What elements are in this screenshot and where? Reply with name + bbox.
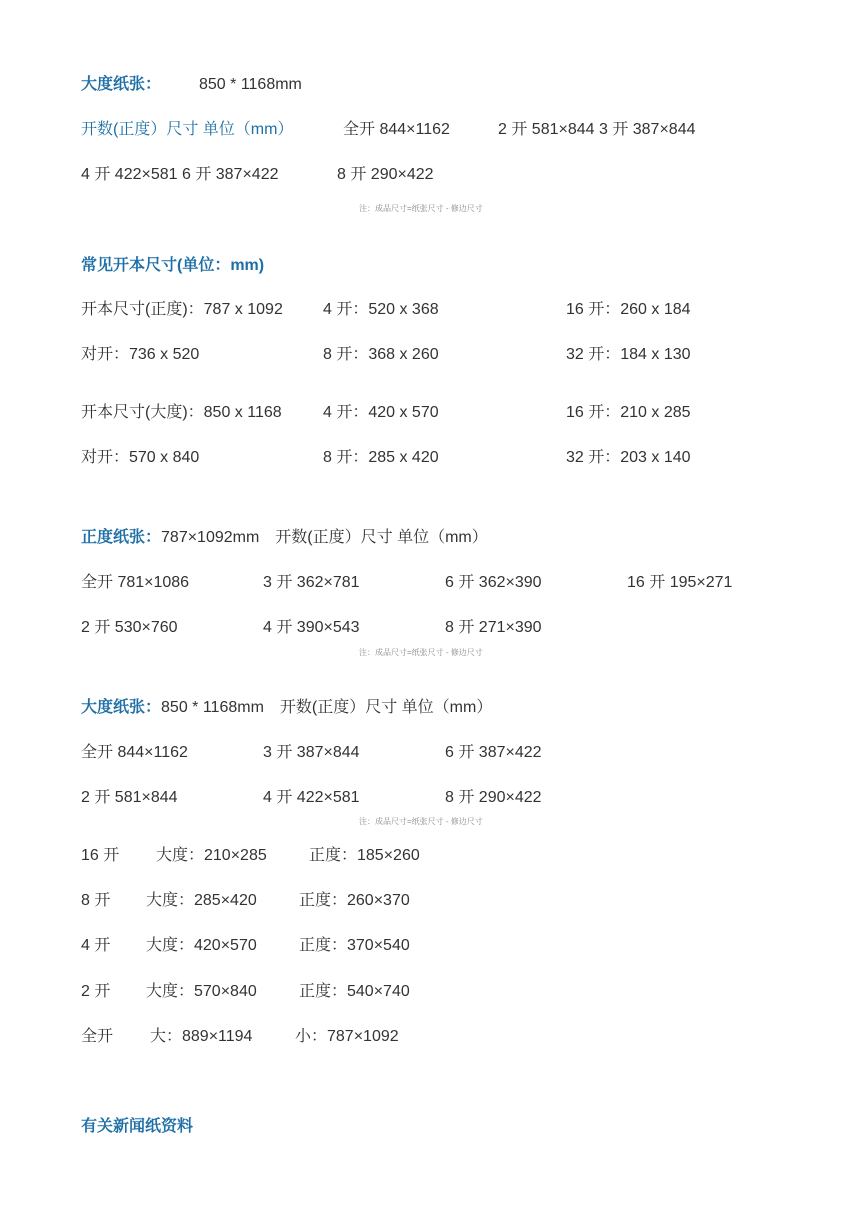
sec5-r5-c2: 大：889×1194 [150,1028,253,1045]
sec4-r2-c1: 2 开 581×844 [81,789,178,806]
sec2-r1-c1: 开本尺寸(正度)：787 x 1092 [81,301,283,318]
sec4-r1-c2: 3 开 387×844 [263,744,360,761]
sec1-size: 850 * 1168mm [199,76,302,93]
sec1-title: 大度纸张： [81,76,162,93]
sec3-heading [81,528,488,548]
sec1-r1-c2: 2 开 581×844 3 开 387×844 [498,121,696,138]
sec2-r3-c3: 16 开：210 x 285 [566,404,691,421]
sec2-r2-c1: 对开：736 x 520 [81,346,200,363]
sec3-r1-c2: 3 开 362×781 [263,574,360,591]
sec5-r3-c2: 大度：420×570 [146,937,257,954]
sec4-r1-c3: 6 开 387×422 [445,744,542,761]
sec4-title: 大度纸张： [81,699,162,716]
sec2-r2-c2: 8 开：368 x 260 [323,346,439,363]
sec3-r2-c3: 8 开 271×390 [445,619,542,636]
sec5-r3-c1: 4 开 [81,937,111,954]
sec1-note: 注：成品尺寸=纸张尺寸 - 修边尺寸 [359,204,483,213]
sec5-r2-c3: 正度：260×370 [299,892,410,909]
sec5-r5-c3: 小：787×1092 [295,1028,399,1045]
sec5-r4-c2: 大度：570×840 [146,983,257,1000]
sec2-title: 常见开本尺寸(单位：mm) [81,257,265,274]
sec5-r2-c2: 大度：285×420 [146,892,257,909]
sec2-r4-c2: 8 开：285 x 420 [323,449,439,466]
sec5-r1-c1: 16 开 [81,847,120,864]
sec4-heading [81,698,492,718]
sec4-rest: 850 * 1168mm 开数(正度）尺寸 单位（mm） [161,699,493,716]
sec5-r1-c3: 正度：185×260 [309,847,420,864]
sec2-r1-c2: 4 开：520 x 368 [323,301,439,318]
sec3-r2-c1: 2 开 530×760 [81,619,178,636]
sec5-r4-c1: 2 开 [81,983,111,1000]
sec2-r1-c3: 16 开：260 x 184 [566,301,691,318]
sec2-r3-c2: 4 开：420 x 570 [323,404,439,421]
sec4-note: 注：成品尺寸=纸张尺寸 - 修边尺寸 [359,817,483,826]
sec1-r1-c1: 全开 844×1162 [343,121,450,138]
sec1-r2-c2: 8 开 290×422 [337,166,434,183]
sec3-r2-c2: 4 开 390×543 [263,619,360,636]
sec3-r1-c4: 16 开 195×271 [627,574,733,591]
sec3-title: 正度纸张： [81,529,162,546]
sec3-r1-c3: 6 开 362×390 [445,574,542,591]
sec2-r2-c3: 32 开：184 x 130 [566,346,691,363]
sec6-title: 有关新闻纸资料 [81,1118,194,1135]
sec4-r1-c1: 全开 844×1162 [81,744,188,761]
sec5-r4-c3: 正度：540×740 [299,983,410,1000]
sec3-rest: 787×1092mm 开数(正度）尺寸 单位（mm） [161,529,488,546]
sec1-header: 开数(正度）尺寸 单位（mm） [81,121,294,138]
sec4-r2-c3: 8 开 290×422 [445,789,542,806]
sec3-note: 注：成品尺寸=纸张尺寸 - 修边尺寸 [359,648,483,657]
sec2-r4-c1: 对开：570 x 840 [81,449,200,466]
sec5-r5-c1: 全开 [81,1028,114,1045]
sec2-r4-c3: 32 开：203 x 140 [566,449,691,466]
sec2-r3-c1: 开本尺寸(大度)：850 x 1168 [81,404,282,421]
sec5-r1-c2: 大度：210×285 [156,847,267,864]
sec5-r3-c3: 正度：370×540 [299,937,410,954]
sec1-r2-c1: 4 开 422×581 6 开 387×422 [81,166,279,183]
sec3-r1-c1: 全开 781×1086 [81,574,190,591]
sec5-r2-c1: 8 开 [81,892,111,909]
sec4-r2-c2: 4 开 422×581 [263,789,360,806]
